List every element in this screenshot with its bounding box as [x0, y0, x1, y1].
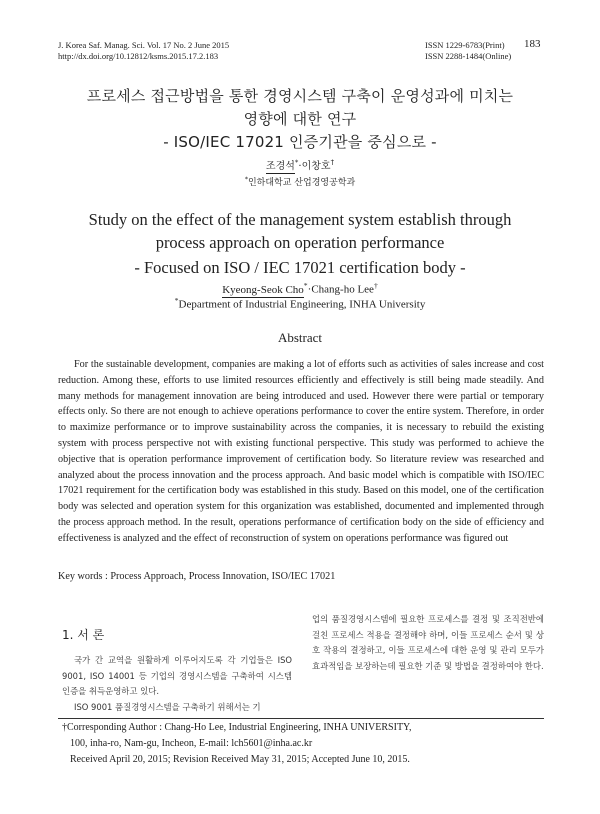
english-title-line-3: - Focused on ISO / IEC 17021 certification body - [134, 258, 466, 277]
korean-title-line-3: - ISO/IEC 17021 인증기관을 중심으로 - [163, 133, 437, 151]
abstract-text: For the sustainable development, companies are making a lot of efforts such as activities of sales increase and cost reduction. Among these, efforts to use limited resources efficiently and effectively is still being made steadily. And many methods for management innovation are being introduced and used. However there were partial or temporary effects only. So there are not enough to achieve operations performance to cover the entire system. Therefore, in order to maximize performance or to improve sustainability across the companies, it is necessary to rebuild the existing system with process perspective not with existing functional perspective. This study was performed to achieve the objective that is operation performance improvement of certification body. So literature review was researched and analyzed about the process innovation and the process approach. And basic model which is compatible with ISO/IEC 17021 requirement for the certification body was established in this study. Based on this model, one of the certification body was selected and operation system for this organization was established, documented and implemented through the process approach method. In the result, operations performance of certification body on the side of efficiency and effectiveness is analyzed and the effect of reconstruction of system on operations performance was figured out [58, 359, 544, 544]
received-dates: Received April 20, 2015; Revision Received May 31, 2015; Accepted June 10, 2015. [70, 754, 410, 765]
journal-citation: J. Korea Saf. Manag. Sci. Vol. 17 No. 2 June 2015 [58, 40, 230, 50]
korean-affiliation [0, 175, 600, 188]
doi-link[interactable]: http://dx.doi.org/10.12812/ksms.2015.17.2.183 [58, 51, 219, 61]
en-author-1-mark: * [303, 281, 308, 290]
corresponding-author: †Corresponding Author : Chang-Ho Lee, Industrial Engineering, INHA UNIVERSITY, [62, 722, 412, 733]
issn-print: ISSN 1229-6783(Print) [425, 40, 505, 50]
english-author-2: Chang-ho Lee [311, 283, 374, 296]
issn-online: ISSN 2288-1484(Online) [425, 51, 512, 61]
author-separator: · [298, 161, 302, 172]
korean-author-2: 이창호 [301, 161, 331, 172]
english-affiliation-text: Department of Industrial Engineering, INHA University [178, 298, 426, 311]
footnote-divider [58, 718, 544, 719]
en-affiliation-mark: * [174, 296, 179, 305]
corresponding-address: 100, inha-ro, Nam-gu, Incheon, E-mail: lch5601@inha.ac.kr [70, 738, 313, 749]
english-authors [0, 281, 600, 296]
korean-author-1: 조경석 [265, 161, 295, 172]
korean-affiliation-text: 인하대학교 산업경영공학과 [247, 178, 356, 188]
page-number: 183 [524, 38, 541, 50]
intro-left-paragraph-2: ISO 9001 품질경영시스템을 구축하기 위해서는 기 [74, 702, 261, 712]
english-author-1: Kyeong-Seok Cho [222, 283, 304, 296]
affiliation-mark: * [244, 176, 248, 183]
intro-right-paragraph: 업의 품질경영시스템에 필요한 프로세스를 결정 및 조직전반에 걸친 프로세스 적용을 결정해야 하며, 이들 프로세스 순서 및 상호 작용의 결정하고, 이들 프로세스에 대한 운영 및 관리 모두가 효과적임을 보장하는데 필요한 기준 및 방법을 결정하여야 한다. [312, 614, 544, 671]
en-author-separator: · [307, 283, 312, 296]
author-2-mark: † [330, 158, 335, 167]
korean-title-line-1: 프로세스 접근방법을 통한 경영시스템 구축이 운영성과에 미치는 [86, 87, 514, 105]
korean-title-line-2: 영향에 대한 연구 [243, 110, 357, 128]
korean-authors [0, 157, 600, 172]
section-heading-introduction: 1. 서 론 [62, 628, 105, 642]
english-affiliation [0, 296, 600, 311]
english-title-line-1: Study on the effect of the management system establish through [88, 210, 512, 229]
intro-left-paragraph-1: 국가 간 교역을 원활하게 이루어지도록 각 기업들은 ISO 9001, ISO 14001 등 기업의 경영시스템을 구축하여 시스템 인증을 취득운영하고 있다. [62, 655, 292, 696]
keywords: Key words : Process Approach, Process Innovation, ISO/IEC 17021 [58, 571, 336, 582]
author-1-mark: * [294, 158, 299, 167]
abstract-heading: Abstract [277, 330, 323, 345]
en-author-2-mark: † [373, 281, 378, 290]
english-title-line-2: process approach on operation performance [155, 233, 445, 252]
